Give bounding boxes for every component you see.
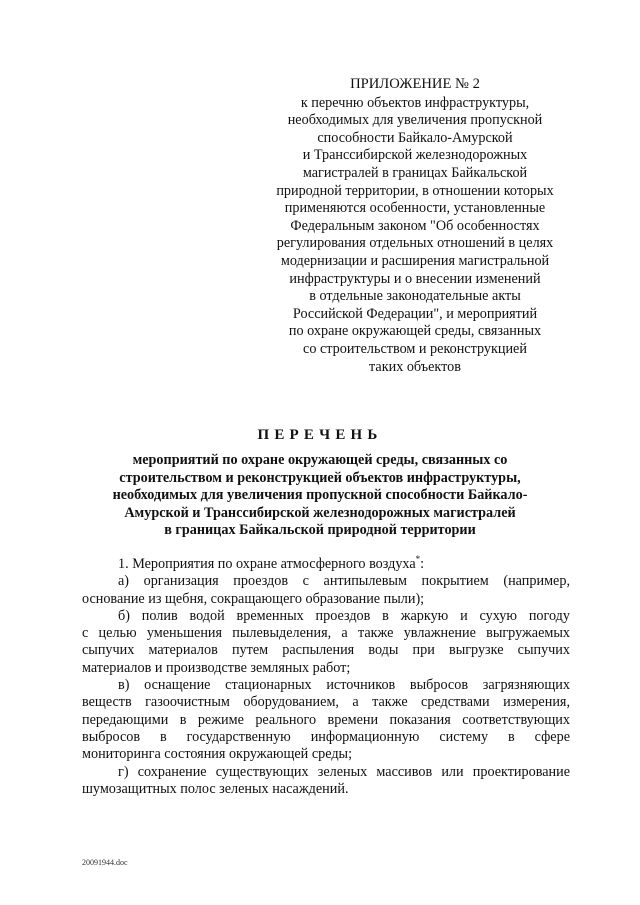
appendix-line: природной территории, в отношении которых (276, 182, 554, 199)
appendix-line: к перечню объектов инфраструктуры, (300, 94, 530, 111)
appendix-line: в отдельные законодательные акты (309, 288, 521, 305)
section-title-end: : (420, 556, 425, 572)
list-item (82, 677, 570, 763)
appendix-line: Российской Федерации", и мероприятий (292, 305, 538, 322)
appendix-line: инфраструктуры и о внесении изменений (289, 270, 541, 287)
section-title (82, 551, 570, 573)
item-line: в) оснащение стационарных источников выбросов загрязняющих (118, 677, 570, 694)
subheading-line: необходимых для увеличения пропускной способности Байкало- (112, 487, 528, 504)
appendix-line: магистралей в границах Байкальской (302, 164, 528, 181)
appendix-line: модернизации и расширения магистральной (280, 252, 550, 269)
list-item (82, 608, 570, 677)
item-line: передающими в режиме реального времени показания соответствующих (82, 711, 570, 728)
subheading-line: строительством и реконструкцией объектов инфраструктуры, (119, 469, 521, 486)
appendix-header (262, 76, 568, 376)
appendix-line: таких объектов (369, 358, 461, 375)
appendix-line: регулирования отдельных отношений в целях (276, 235, 554, 252)
appendix-line: применяются особенности, установленные (284, 200, 546, 217)
item-line: основание из щебня, сокращающего образование пыли); (82, 590, 425, 607)
appendix-line: способности Байкало-Амурской (317, 129, 513, 146)
item-line: материалов и производстве земляных работ; (82, 659, 351, 676)
appendix-line: со строительством и реконструкцией (303, 340, 527, 357)
item-line: мониторинга состояния окружающей среды; (82, 746, 353, 763)
item-line: сыпучих материалов путем распыления воды при выгрузке сыпучих (82, 642, 570, 659)
item-line: а) организация проездов с антипылевым покрытием (например, (118, 573, 570, 590)
appendix-line: и Транссибирской железнодорожных (302, 147, 528, 164)
item-line: выбросов в государственную информационную систему в сфере (82, 728, 570, 745)
document-heading: ПЕРЕЧЕНЬ (257, 427, 383, 443)
section-title-text: 1. Мероприятия по охране атмосферного воздуха (118, 556, 416, 572)
document-subheading (70, 452, 570, 540)
subheading-line: Амурской и Транссибирской железнодорожных магистралей (124, 504, 516, 521)
appendix-title: ПРИЛОЖЕНИЕ № 2 (350, 76, 480, 92)
appendix-line: по охране окружающей среды, связанных (288, 323, 542, 340)
list-item (82, 764, 570, 799)
appendix-line: необходимых для увеличения пропускной (287, 112, 543, 129)
document-body (82, 551, 570, 798)
appendix-line: Федеральным законом "Об особенностях (290, 217, 540, 234)
item-line: шумозащитных полос зеленых насаждений. (82, 780, 349, 797)
item-line: б) полив водой временных проездов в жаркую и сухую погоду (118, 607, 570, 624)
item-line: веществ газоочистным оборудованием, а также средствами измерения, (82, 694, 570, 711)
file-name-footer: 20091944.doc (82, 858, 128, 867)
subheading-line: мероприятий по охране окружающей среды, связанных со (132, 452, 508, 468)
item-line: с целью уменьшения пылевыделения, а также увлажнение выгружаемых (82, 625, 570, 642)
subheading-line: в границах Байкальской природной территории (164, 522, 476, 539)
item-line: г) сохранение существующих зеленых массивов или проектирование (118, 763, 570, 780)
footnote-mark: * (415, 554, 421, 564)
list-item (82, 573, 570, 608)
